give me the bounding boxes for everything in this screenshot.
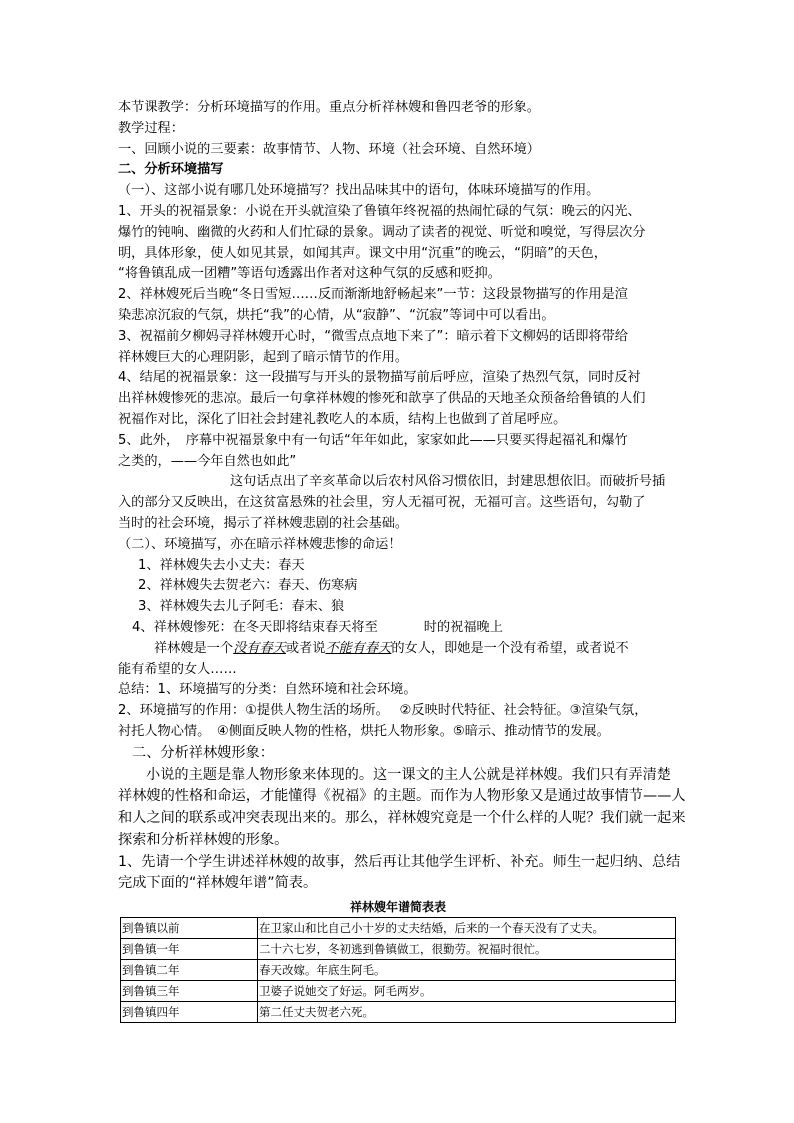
body-line: 爆竹的钝响、幽微的火药和人们忙碌的景象。调动了读者的视觉、听觉和嗅觉，写得层次分 [118,224,646,240]
subsection-one-heading: （一）、这部小说有哪几处环境描写？找出品味其中的语句，体味环境描写的作用。 [118,183,600,199]
list-item-text: 4、祥林嫂惨死：在冬天即将结束春天将至 [132,619,378,635]
body-line: 5、此外， 序幕中祝福景象中有一句话“年年如此，家家如此——只要买得起福礼和爆竹 [118,432,628,448]
table-cell: 春天改嫁。年底生阿毛。 [258,960,676,981]
table-cell: 二十六七岁，冬初逃到鲁镇做工，很勤劳。祝福时很忙。 [258,939,676,960]
conclusion-text: 的女人，即她是一个没有希望，或者说不 [391,640,629,656]
body-line: 3、祝福前夕柳妈寻祥林嫂开心时，“微雪点点地下来了”：暗示着下文柳妈的话即将带给 [118,328,628,344]
table-cell: 在卫家山和比自己小十岁的丈夫结婚，后来的一个春天没有了丈夫。 [258,918,676,939]
lesson-objective: 本节课教学：分析环境描写的作用。重点分析祥林嫂和鲁四老爷的形象。 [118,100,540,115]
body-line: 和人之间的联系或冲突表现出来的。那么，祥林嫂究竟是一个什么样的人呢？我们就一起来 [118,810,686,827]
body-line: 1、开头的祝福景象：小说在开头就渲染了鲁镇年终祝福的热闹忙碌的气氛：晚云的闪光、 [118,203,641,219]
summary-line: 2、环境描写的作用：①提供人物生活的场所。 ②反映时代特征、社会特征。③渲染气氛， [118,703,648,719]
subsection-two-heading: （二）、环境描写，亦在暗示祥林嫂悲惨的命运！ [118,536,402,552]
section-two-heading: 二、分析环境描写 [118,162,224,178]
body-line: 2、祥林嫂死后当晚“冬日雪短……反而渐渐地舒畅起来”一节：这段景物描写的作用是渲 [118,287,628,303]
table-row [121,918,676,939]
list-item-text: 时的祝福晚上 [423,619,503,635]
body-line: 4、结尾的祝福景象：这一段描写与开头的景物描写前后呼应，渲染了热烈气氛，同时反衬 [118,370,641,386]
body-line: 祥林嫂巨大的心理阴影，起到了暗示情节的作用。 [118,349,409,365]
summary-line: 衬托人物心情。 ④侧面反映人物的性格，烘托人物形象。⑤暗示、推动情节的发展。 [118,723,610,739]
body-line: 1、先请一个学生讲述祥林嫂的故事，然后再让其他学生评析、补充。师生一起归纳、总结 [118,853,681,870]
body-line: 明，具体形象，使人如见其景，如闻其声。课文中用“沉重”的晚云，“阴暗”的天色， [118,245,607,261]
section-three-heading: 二、分析祥林嫂形象： [132,744,274,761]
table-cell: 到鲁镇四年 [121,1002,258,1023]
body-line: 入的部分又反映出，在这贫富悬殊的社会里，穷人无福可祝，无福可言。这些语句，勾勒了 [118,495,646,511]
conclusion-line: 能有希望的女人…… [118,661,237,677]
table-row [121,981,676,1002]
conclusion-line [118,639,678,660]
body-line: 探索和分析祥林嫂的形象。 [118,831,289,848]
body-line: 染悲凉沉寂的气氛，烘托“我”的心情，从“寂静”、“沉寂”等词中可以看出。 [118,307,555,323]
body-line: 这句话点出了辛亥革命以后农村风俗习惯依旧，封建思想依旧。而破折号插 [230,474,666,490]
table-title: 祥林嫂年谱简表表 [349,900,446,915]
list-item: 1、祥林嫂失去小丈夫：春天 [138,557,305,573]
body-line: 出祥林嫂惨死的悲凉。最后一句拿祥林嫂的惨死和歆享了供品的天地圣众预备给鲁镇的人们 [118,391,646,407]
section-one-heading: 一、回顾小说的三要素：故事情节、人物、环境（社会环境、自然环境） [118,141,540,157]
table-row [121,1002,676,1023]
table-cell: 到鲁镇二年 [121,960,258,981]
body-line: 完成下面的“祥林嫂年谱”简表。 [118,875,318,892]
document-page [118,98,686,1023]
conclusion-text: 祥林嫂是一个 [154,640,234,656]
body-line: “将鲁镇乱成一团糟”等语句透露出作者对这种气氛的反感和贬抑。 [118,266,501,282]
table-cell: 到鲁镇三年 [121,981,258,1002]
body-line: 当时的社会环境，揭示了祥林嫂悲剧的社会基础。 [118,515,409,531]
emphasis-no-spring: 没有春天 [233,640,286,656]
table-cell: 到鲁镇以前 [121,918,258,939]
body-line: 祝福作对比，深化了旧社会封建礼教吃人的本质，结构上也做到了首尾呼应。 [118,411,567,427]
list-item: 3、祥林嫂失去儿子阿毛：春末、狼 [138,599,345,615]
table-cell: 卫婆子说她交了好运。阿毛两岁。 [258,981,676,1002]
emphasis-cannot-have-spring: 不能有春天 [325,640,392,656]
chronology-table [120,917,676,1023]
body-line: 之类的，——今年自然也如此” [118,453,297,469]
table-cell: 到鲁镇一年 [121,939,258,960]
list-item: 2、祥林嫂失去贺老六：春天、伤寒病 [138,578,358,594]
conclusion-text: 或者说 [285,640,326,656]
summary-line: 总结：1、环境描写的分类：自然环境和社会环境。 [118,682,417,698]
body-line: 祥林嫂的性格和命运，才能懂得《祝福》的主题。而作为人物形象又是通过故事情节——人 [118,788,686,805]
process-heading: 教学过程： [118,120,184,136]
body-line: 小说的主题是靠人物形象来体现的。这一课文的主人公就是祥林嫂。我们只有弄清楚 [146,766,671,783]
table-cell: 第二任丈夫贺老六死。 [258,1002,676,1023]
table-row [121,939,676,960]
list-item [118,618,678,639]
table-row [121,960,676,981]
